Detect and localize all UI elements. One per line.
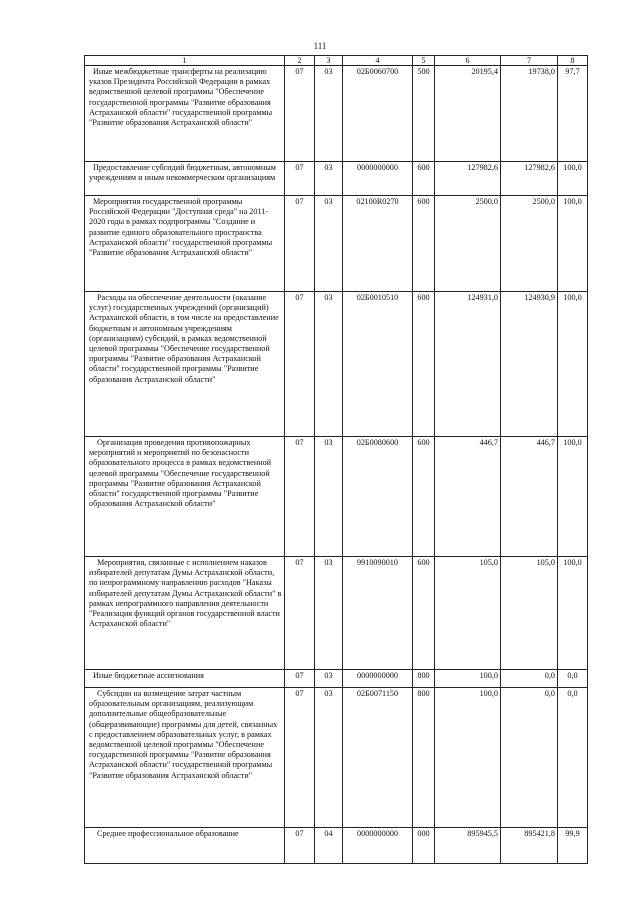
executed-amount: 127982,6	[501, 162, 558, 196]
target-article-code: 02100R0270	[343, 196, 413, 292]
section-code: 07	[285, 162, 315, 196]
page-number: 111	[313, 41, 327, 51]
execution-percent: 100,0	[558, 162, 588, 196]
table-header-row	[85, 56, 588, 66]
row-description: Мероприятия, связанные с исполнением наказов избирателей депутатам Думы Астраханской области, по непрограммному направлению расходов "Наказы избирателей депутатам Думы Астраханской области" в рамках непрограммного направления деятельности "Реализация функций органов государственной власти Астраханской области"	[85, 557, 285, 670]
target-article-code: 0000000000	[343, 670, 413, 688]
execution-percent: 100,0	[558, 292, 588, 437]
planned-amount: 100,0	[435, 670, 501, 688]
column-header: 2	[285, 56, 315, 66]
execution-percent: 100,0	[558, 437, 588, 557]
row-description: Субсидии на возмещение затрат частным образовательным организациям, реализующим дополнительные общеобразовательные (общеразвивающие) программы для детей, связанных с предоставлением образовательных услуг, в рамках ведомственной целевой программы "Обеспечение государственной программы "Развитие образования Астраханской области" государственной программы "Развитие образования Астраханской области"	[85, 688, 285, 828]
subsection-code: 03	[315, 66, 343, 162]
executed-amount: 0,0	[501, 688, 558, 828]
expense-type-code: 000	[413, 828, 435, 864]
expense-type-code: 600	[413, 162, 435, 196]
table-row	[85, 437, 588, 557]
table-row	[85, 292, 588, 437]
execution-percent: 99,9	[558, 828, 588, 864]
row-description: Организация проведения противопожарных мероприятий и мероприятий по безопасности образовательного процесса в рамках ведомственной целевой программы "Обеспечение государственной программы "Развитие образования Астраханской области" государственной программы "Развитие образования Астраханской области"	[85, 437, 285, 557]
planned-amount: 2500,0	[435, 196, 501, 292]
target-article-code: 0000000000	[343, 828, 413, 864]
expense-type-code: 600	[413, 196, 435, 292]
subsection-code: 03	[315, 557, 343, 670]
executed-amount: 446,7	[501, 437, 558, 557]
target-article-code: 02Б0080600	[343, 437, 413, 557]
table-row	[85, 557, 588, 670]
row-description: Иные бюджетные ассигнования	[85, 670, 285, 688]
target-article-code: 02Б0071150	[343, 688, 413, 828]
section-code: 07	[285, 688, 315, 828]
planned-amount: 105,0	[435, 557, 501, 670]
subsection-code: 03	[315, 162, 343, 196]
column-header: 5	[413, 56, 435, 66]
column-header: 7	[501, 56, 558, 66]
table-row	[85, 688, 588, 828]
column-header: 1	[85, 56, 285, 66]
table-row	[85, 162, 588, 196]
row-description: Среднее профессиональное образование	[85, 828, 285, 864]
executed-amount: 0,0	[501, 670, 558, 688]
column-header: 6	[435, 56, 501, 66]
planned-amount: 100,0	[435, 688, 501, 828]
planned-amount: 124931,0	[435, 292, 501, 437]
table-row	[85, 670, 588, 688]
expense-type-code: 600	[413, 292, 435, 437]
execution-percent: 0,0	[558, 670, 588, 688]
expense-type-code: 800	[413, 688, 435, 828]
subsection-code: 03	[315, 670, 343, 688]
table-row	[85, 66, 588, 162]
target-article-code: 02Б0060700	[343, 66, 413, 162]
section-code: 07	[285, 292, 315, 437]
subsection-code: 03	[315, 437, 343, 557]
planned-amount: 446,7	[435, 437, 501, 557]
section-code: 07	[285, 828, 315, 864]
target-article-code: 02Б0010510	[343, 292, 413, 437]
column-header: 3	[315, 56, 343, 66]
executed-amount: 105,0	[501, 557, 558, 670]
executed-amount: 19738,0	[501, 66, 558, 162]
target-article-code: 9910090010	[343, 557, 413, 670]
table-row	[85, 828, 588, 864]
column-header: 8	[558, 56, 588, 66]
section-code: 07	[285, 196, 315, 292]
expense-type-code: 600	[413, 437, 435, 557]
section-code: 07	[285, 670, 315, 688]
execution-percent: 97,7	[558, 66, 588, 162]
section-code: 07	[285, 437, 315, 557]
expense-type-code: 500	[413, 66, 435, 162]
expense-type-code: 800	[413, 670, 435, 688]
column-header: 4	[343, 56, 413, 66]
subsection-code: 03	[315, 688, 343, 828]
row-description: Мероприятия государственной программы Российской Федерации "Доступная среда" на 2011-2020 годы в рамках подпрограммы "Создание и развитие единого образовательного пространства Астраханской области" государственной программы "Развитие образования Астраханской области"	[85, 196, 285, 292]
planned-amount: 20195,4	[435, 66, 501, 162]
planned-amount: 895945,5	[435, 828, 501, 864]
subsection-code: 03	[315, 196, 343, 292]
section-code: 07	[285, 557, 315, 670]
executed-amount: 124930,9	[501, 292, 558, 437]
budget-table	[84, 55, 588, 864]
execution-percent: 100,0	[558, 196, 588, 292]
execution-percent: 100,0	[558, 557, 588, 670]
row-description: Предоставление субсидий бюджетным, автономным учреждениям и иным некоммерческим организациям	[85, 162, 285, 196]
planned-amount: 127982,6	[435, 162, 501, 196]
target-article-code: 0000000000	[343, 162, 413, 196]
section-code: 07	[285, 66, 315, 162]
execution-percent: 0,0	[558, 688, 588, 828]
subsection-code: 03	[315, 292, 343, 437]
expense-type-code: 600	[413, 557, 435, 670]
executed-amount: 2500,0	[501, 196, 558, 292]
executed-amount: 895421,8	[501, 828, 558, 864]
row-description: Иные межбюджетные трансферты на реализацию указов Президента Российской Федерации в рамках ведомственной целевой программы "Обеспечение государственной программы "Развитие образования Астраханской области" государственной программы "Развитие образования Астраханской области"	[85, 66, 285, 162]
table-row	[85, 196, 588, 292]
row-description: Расходы на обеспечение деятельности (оказание услуг) государственных учреждений (организаций) Астраханской области, в том числе на предоставление бюджетным и автономным учреждениям (организациям) субсидий, в рамках ведомственной целевой программы "Обеспечение государственной программы "Развитие образования Астраханской области" государственной программы "Развитие образования Астраханской области"	[85, 292, 285, 437]
subsection-code: 04	[315, 828, 343, 864]
